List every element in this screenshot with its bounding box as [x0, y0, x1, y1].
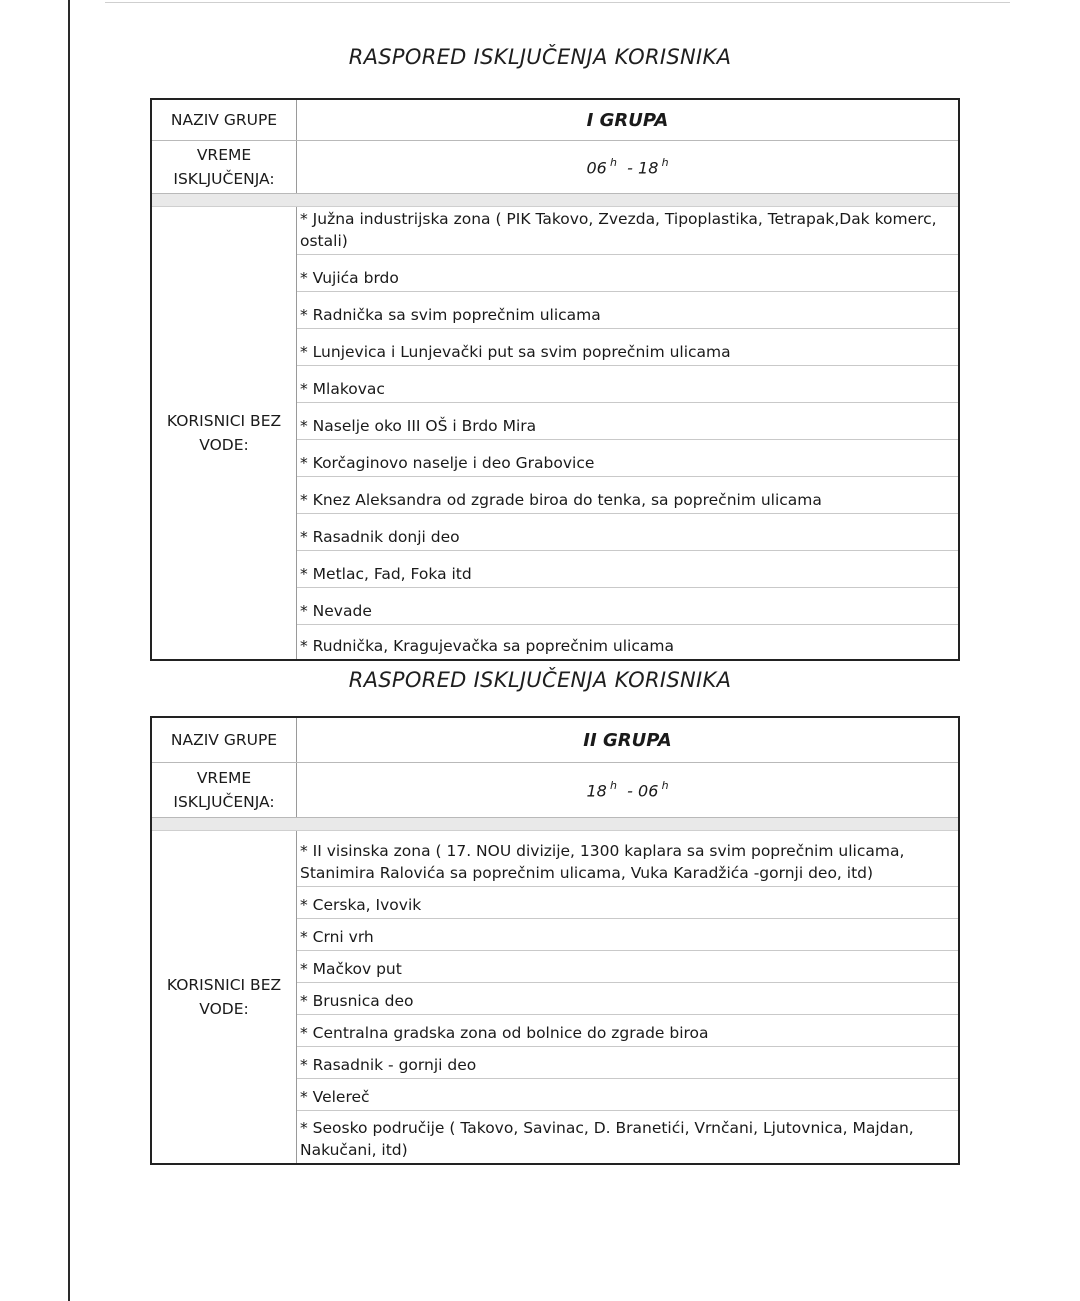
group-name-text: II GRUPA [583, 729, 672, 751]
separator-band [152, 194, 958, 207]
time-value [297, 763, 958, 817]
list-item: * Brusnica deo [297, 983, 958, 1015]
group-name-row [152, 100, 958, 141]
schedule-table-group-2 [150, 716, 960, 1165]
time-to: 06 [638, 781, 659, 801]
users-list [297, 207, 958, 659]
group-name-text: I GRUPA [586, 109, 669, 131]
time-from-suffix: h [610, 155, 617, 169]
time-from: 06 [586, 158, 607, 178]
list-item: * Rasadnik donji deo [297, 514, 958, 551]
schedule-title: RASPORED ISKLJUČENJA KORISNIKA [348, 45, 732, 69]
list-item: * Cerska, Ivovik [297, 887, 958, 919]
list-item: * Centralna gradska zona od bolnice do zgrade biroa [297, 1015, 958, 1047]
time-to-suffix: h [661, 778, 669, 792]
time-range: 06 $^h$ - 18 $^h$ [586, 155, 669, 178]
users-row [152, 831, 958, 1163]
time-row [152, 141, 958, 194]
group-name-value [297, 718, 958, 762]
list-item: * Lunjevica i Lunjevački put sa svim poprečnim ulicama [297, 329, 958, 366]
list-item: * Metlac, Fad, Foka itd [297, 551, 958, 588]
list-item: * Rudnička, Kragujevačka sa poprečnim ulicama [300, 637, 674, 655]
time-label: VREME ISKLJUČENJA: [152, 141, 297, 193]
list-item: * Seosko područije ( Takovo, Savinac, D. Branetići, Vrnčani, Ljutovnica, Majdan, Nakučani, itd) [300, 1119, 914, 1159]
list-item: * Crni vrh [297, 919, 958, 951]
time-from: 18 [586, 781, 607, 801]
scan-page-edge [68, 0, 70, 1301]
time-from-suffix: h [610, 778, 617, 792]
list-item: * Velereč [297, 1079, 958, 1111]
group-name-label: NAZIV GRUPE [152, 100, 297, 140]
users-row [152, 207, 958, 659]
list-item: * Naselje oko III OŠ i Brdo Mira [297, 403, 958, 440]
schedule-title: RASPORED ISKLJUČENJA KORISNIKA [348, 668, 732, 692]
list-item: * Mlakovac [297, 366, 958, 403]
list-item: * Nevade [297, 588, 958, 625]
list-item: * Radnička sa svim poprečnim ulicama [297, 292, 958, 329]
group-name-row [152, 718, 958, 763]
group-name-value [297, 100, 958, 140]
time-label: VREME ISKLJUČENJA: [152, 763, 297, 817]
time-to: 18 [638, 158, 659, 178]
group-name-label: NAZIV GRUPE [152, 718, 297, 762]
list-item: * Mačkov put [297, 951, 958, 983]
time-to-suffix: h [661, 155, 669, 169]
users-label: KORISNICI BEZ VODE: [152, 831, 297, 1163]
list-item: * Knez Aleksandra od zgrade biroa do tenka, sa poprečnim ulicama [297, 477, 958, 514]
list-item: * Južna industrijska zona ( PIK Takovo, Zvezda, Tipoplastika, Tetrapak,Dak komerc, ostali) [297, 207, 958, 255]
scan-top-line [105, 2, 1010, 3]
time-value [297, 141, 958, 193]
list-item: * Vujića brdo [297, 255, 958, 292]
separator-band [152, 818, 958, 831]
list-item: * Korčaginovo naselje i deo Grabovice [297, 440, 958, 477]
time-range: 18 $^h$ - 06 $^h$ [586, 778, 669, 801]
users-list [297, 831, 958, 1163]
schedule-table-group-1 [150, 98, 960, 661]
list-item: * II visinska zona ( 17. NOU divizije, 1300 kaplara sa svim poprečnim ulicama, Stanimira Ralovića sa poprečnim ulicama, Vuka Karadžića -gornji deo, itd) [297, 831, 958, 887]
users-label: KORISNICI BEZ VODE: [152, 207, 297, 659]
list-item: * Rasadnik - gornji deo [297, 1047, 958, 1079]
time-row [152, 763, 958, 818]
